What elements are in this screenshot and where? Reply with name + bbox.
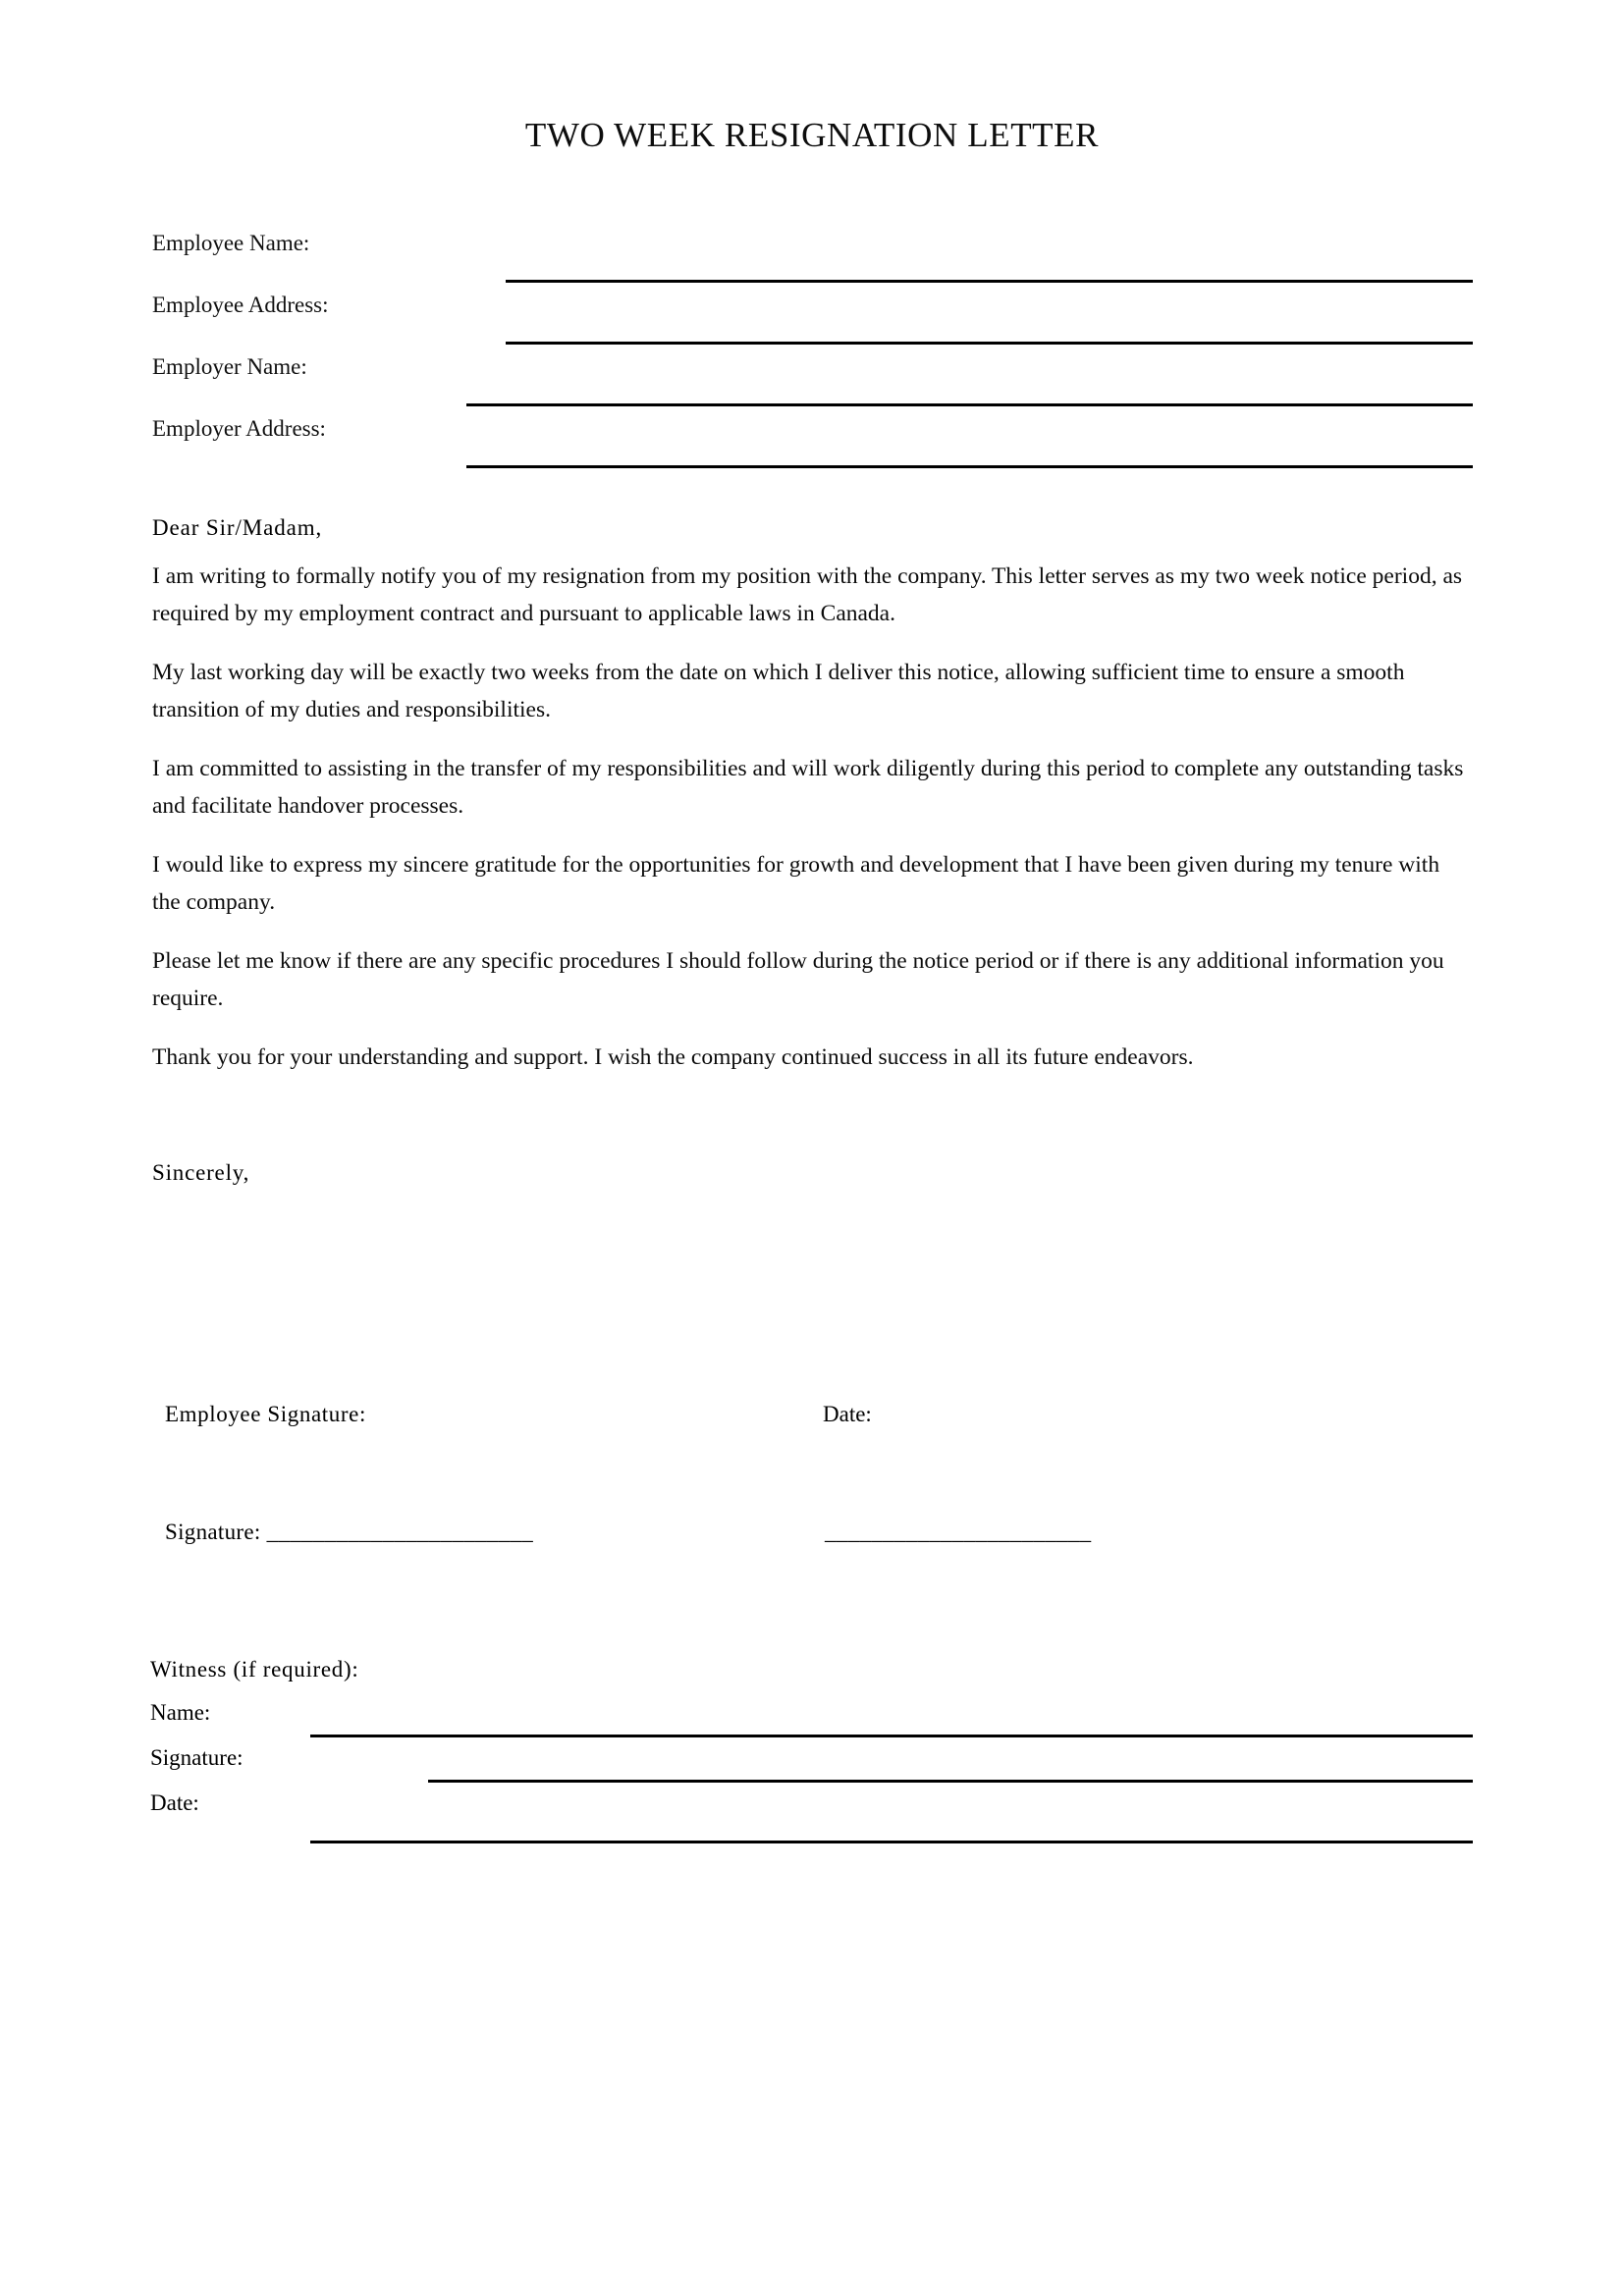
letter-paragraph: Please let me know if there are any specific procedures I should follow during the notice period or if there is any additional information you require. — [152, 948, 1444, 1011]
closing-salutation: Sincerely, — [152, 1160, 250, 1185]
header-fields — [152, 231, 1473, 478]
page-title: TWO WEEK RESIGNATION LETTER — [524, 116, 1100, 154]
witness-label-name: Name: — [150, 1700, 211, 1725]
witness-label-date: Date: — [150, 1790, 199, 1815]
field-row-employee-address — [152, 293, 1473, 354]
letter-paragraph: I am committed to assisting in the transfer of my responsibilities and will work diligently during this period to complete any outstanding tasks and facilitate handover processes. — [152, 756, 1464, 819]
field-rule-employee-name[interactable] — [506, 280, 1473, 283]
witness-label-signature: Signature: — [150, 1745, 244, 1770]
signature-labels-row — [165, 1402, 1471, 1433]
letter-paragraph: I would like to express my sincere gratitude for the opportunities for growth and development that I have been given during my tenure with the company. — [152, 852, 1440, 915]
employee-signature-label: Employee Signature: — [165, 1402, 366, 1426]
witness-row-date — [150, 1790, 1473, 1851]
witness-row-name — [150, 1700, 1473, 1745]
witness-row-signature — [150, 1745, 1473, 1790]
letter-body — [152, 558, 1468, 1097]
employee-date-blank[interactable]: _______________________ — [825, 1520, 1092, 1544]
letter-paragraph: Thank you for your understanding and support. I wish the company continued success in all its future endeavors. — [152, 1044, 1194, 1070]
witness-rule-signature[interactable] — [428, 1780, 1473, 1783]
field-label-employee-name: Employee Name: — [152, 231, 310, 255]
field-label-employer-address: Employer Address: — [152, 416, 326, 441]
witness-rule-name[interactable] — [310, 1735, 1473, 1737]
employee-signature-blank[interactable]: Signature: _______________________ — [165, 1520, 533, 1544]
witness-rule-date[interactable] — [310, 1841, 1473, 1843]
signature-blanks-row — [165, 1520, 1471, 1553]
field-label-employee-address: Employee Address: — [152, 293, 329, 317]
signature-date-label: Date: — [823, 1402, 872, 1426]
field-row-employee-name — [152, 231, 1473, 293]
field-rule-employee-address[interactable] — [506, 342, 1473, 345]
salutation: Dear Sir/Madam, — [152, 515, 323, 540]
field-rule-employer-address[interactable] — [466, 465, 1473, 468]
letter-paragraph: I am writing to formally notify you of my resignation from my position with the company. This letter serves as my two week notice period, as required by my employment contract and pursuant to applicable laws in Canada. — [152, 563, 1463, 626]
letter-paragraph: My last working day will be exactly two weeks from the date on which I deliver this notice, allowing sufficient time to ensure a smooth transition of my duties and responsibilities. — [152, 660, 1405, 722]
witness-fields — [150, 1700, 1473, 1851]
field-rule-employer-name[interactable] — [466, 403, 1473, 406]
field-label-employer-name: Employer Name: — [152, 354, 307, 379]
witness-heading: Witness (if required): — [150, 1657, 359, 1682]
field-row-employer-address — [152, 416, 1473, 478]
field-row-employer-name — [152, 354, 1473, 416]
